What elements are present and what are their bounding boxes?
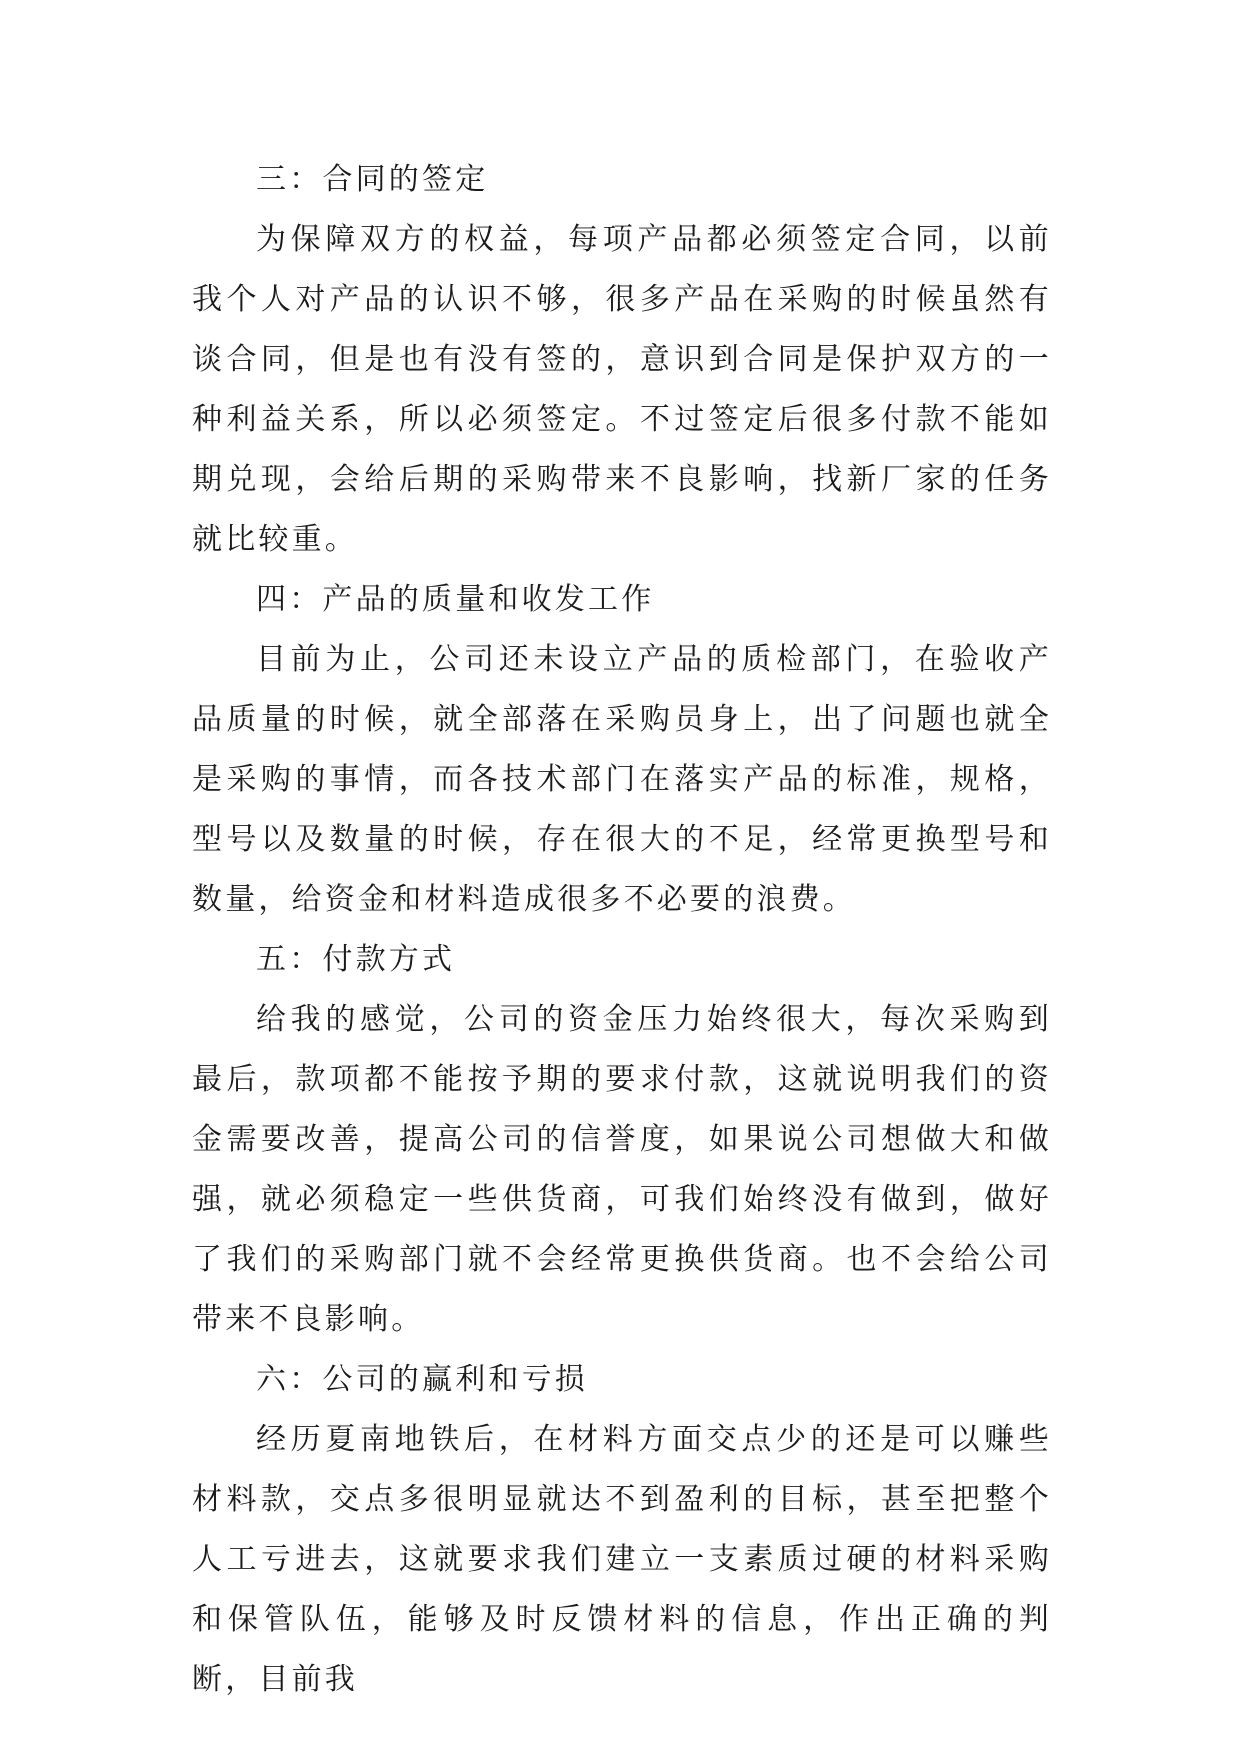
paragraph-profit: 经历夏南地铁后，在材料方面交点少的还是可以赚些材料款，交点多很明显就达不到盈利的目标，甚至把整个人工亏进去，这就要求我们建立一支素质过硬的材料采购和保管队伍，能够及时反馈材料的信息，作出正确的判断，目前我 — [192, 1422, 1052, 1697]
paragraph-contract: 为保障双方的权益，每项产品都必须签定合同，以前我个人对产品的认识不够，很多产品在采购的时候虽然有谈合同，但是也有没有签的，意识到合同是保护双方的一种利益关系，所以必须签定。不过签定后很多付款不能如期兑现，会给后期的采购带来不良影响，找新厂家的任务就比较重。 — [192, 222, 1052, 557]
paragraph-payment: 给我的感觉，公司的资金压力始终很大，每次采购到最后，款项都不能按予期的要求付款，这就说明我们的资金需要改善，提高公司的信誉度，如果说公司想做大和做强，就必须稳定一些供货商，可我们始终没有做到，做好了我们的采购部门就不会经常更换供货商。也不会给公司带来不良影响。 — [192, 1002, 1052, 1337]
paragraph-quality: 目前为止，公司还未设立产品的质检部门，在验收产品质量的时候，就全部落在采购员身上，出了问题也就全是采购的事情，而各技术部门在落实产品的标准，规格，型号以及数量的时候，存在很大的不足，经常更换型号和数量，给资金和材料造成很多不必要的浪费。 — [192, 642, 1052, 917]
section-heading-contract: 三：合同的签定 — [256, 162, 489, 197]
section-heading-payment: 五：付款方式 — [256, 942, 456, 977]
document-page — [192, 150, 1052, 1710]
section-heading-quality: 四：产品的质量和收发工作 — [256, 582, 655, 617]
section-heading-profit: 六：公司的赢利和亏损 — [256, 1362, 588, 1397]
